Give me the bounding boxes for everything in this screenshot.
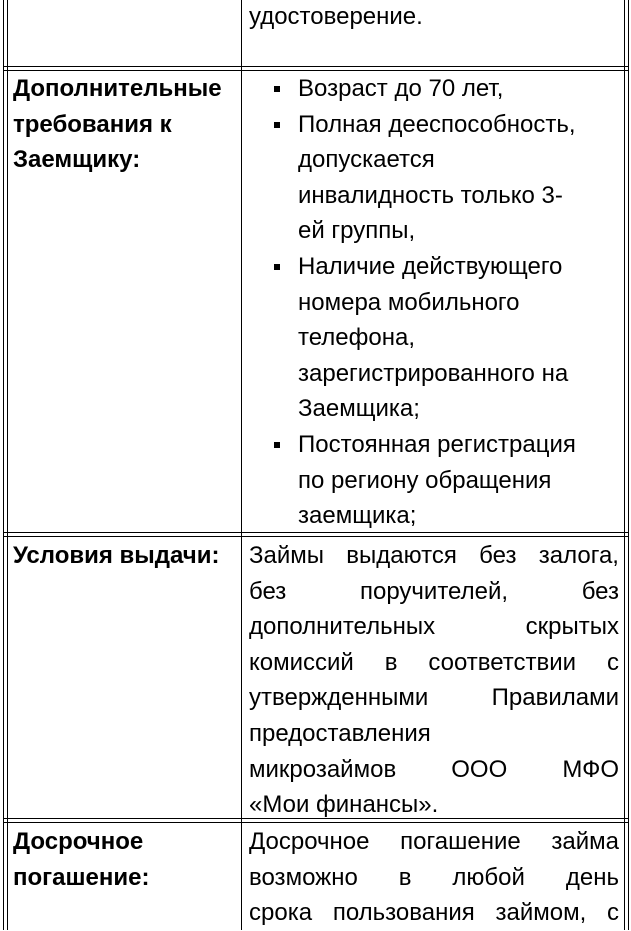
word: возможно <box>249 863 358 891</box>
requirement-line: инвалидность только 3- <box>298 181 563 209</box>
word: комиссий <box>249 648 354 676</box>
requirements-label-line: Дополнительные <box>13 75 222 102</box>
word: «Мои финансы». <box>249 791 439 819</box>
word: скрытых <box>525 613 619 641</box>
issuance-conditions-line <box>249 680 619 716</box>
word: любой <box>452 863 525 891</box>
word: поручителей, <box>359 577 509 605</box>
requirement-item <box>248 249 619 427</box>
word: в <box>398 863 412 891</box>
top-row-value-text: удостоверение. <box>249 3 423 30</box>
word: ООО <box>451 755 508 783</box>
issuance-conditions-value <box>249 538 619 823</box>
issuance-conditions-line <box>249 787 619 823</box>
word: утвержденными <box>249 684 429 712</box>
issuance-conditions-line <box>249 538 619 574</box>
requirement-line: Полная дееспособность, <box>298 110 576 138</box>
requirement-line: Заемщика; <box>298 395 420 423</box>
word: день <box>565 863 619 891</box>
requirements-list <box>248 71 619 534</box>
early-repayment-line <box>249 895 619 931</box>
square-bullet-icon <box>274 264 280 270</box>
top-row-value <box>249 0 619 35</box>
issuance-conditions-line <box>249 716 619 752</box>
word: без <box>581 577 619 605</box>
requirement-line: Возраст до 70 лет, <box>298 75 504 102</box>
requirement-item <box>248 107 619 249</box>
requirement-item <box>248 71 619 107</box>
requirement-line: ей группы, <box>298 217 416 245</box>
requirement-line: зарегистрированного на <box>298 359 569 387</box>
word: Правилами <box>491 684 619 712</box>
requirements-label-line: Заемщику: <box>13 146 141 174</box>
requirement-line: Постоянная регистрация <box>298 430 576 458</box>
word: Досрочное <box>249 828 370 855</box>
row-divider-2b <box>3 536 629 537</box>
word: микрозаймов <box>249 755 397 783</box>
issuance-conditions-line <box>249 645 619 681</box>
table-column-divider <box>241 0 242 930</box>
requirement-line: по региону обращения <box>298 466 552 494</box>
requirement-line: телефона, <box>298 324 415 352</box>
early-repayment-line <box>249 824 619 860</box>
requirement-line: номера мобильного <box>298 288 520 316</box>
table-border-right-inner <box>624 0 625 930</box>
requirement-line: Наличие действующего <box>298 252 563 280</box>
requirement-item <box>248 427 619 534</box>
word: выдаются <box>346 542 457 569</box>
requirements-label-line: требования к <box>13 110 172 138</box>
word: пользования <box>332 899 475 927</box>
issuance-conditions-label-line: Условия выдачи: <box>13 542 220 569</box>
word: займа <box>551 828 619 855</box>
table-border-left-outer <box>3 0 4 930</box>
requirement-line: допускается <box>298 146 435 174</box>
requirement-line: заемщика; <box>298 502 417 530</box>
early-repayment-label-line: Досрочное <box>13 828 144 855</box>
issuance-conditions-label <box>13 538 235 574</box>
word: в <box>384 648 398 676</box>
word: соответствии <box>428 648 577 676</box>
square-bullet-icon <box>274 86 280 92</box>
issuance-conditions-line <box>249 752 619 788</box>
square-bullet-icon <box>274 122 280 128</box>
word: без <box>249 577 287 605</box>
word: с <box>607 899 619 927</box>
word: Займы <box>249 542 324 569</box>
early-repayment-value <box>249 824 619 931</box>
requirements-list-cell <box>249 71 619 534</box>
word: предоставления <box>249 719 431 747</box>
word: с <box>606 648 619 676</box>
early-repayment-label-line: погашение: <box>13 863 150 891</box>
word: займом, <box>495 899 587 927</box>
word: без <box>479 542 517 569</box>
table-border-left-inner <box>7 0 8 930</box>
requirements-label <box>13 71 235 178</box>
early-repayment-line <box>249 860 619 896</box>
issuance-conditions-line <box>249 609 619 645</box>
word: дополнительных <box>249 613 436 641</box>
word: залога, <box>538 542 619 569</box>
square-bullet-icon <box>274 442 280 448</box>
word: МФО <box>562 755 619 783</box>
early-repayment-label <box>13 824 235 895</box>
word: срока <box>249 899 313 927</box>
issuance-conditions-line <box>249 574 619 610</box>
table-border-right-outer <box>628 0 629 930</box>
word: погашение <box>400 828 521 855</box>
row-divider-1a <box>3 66 629 67</box>
